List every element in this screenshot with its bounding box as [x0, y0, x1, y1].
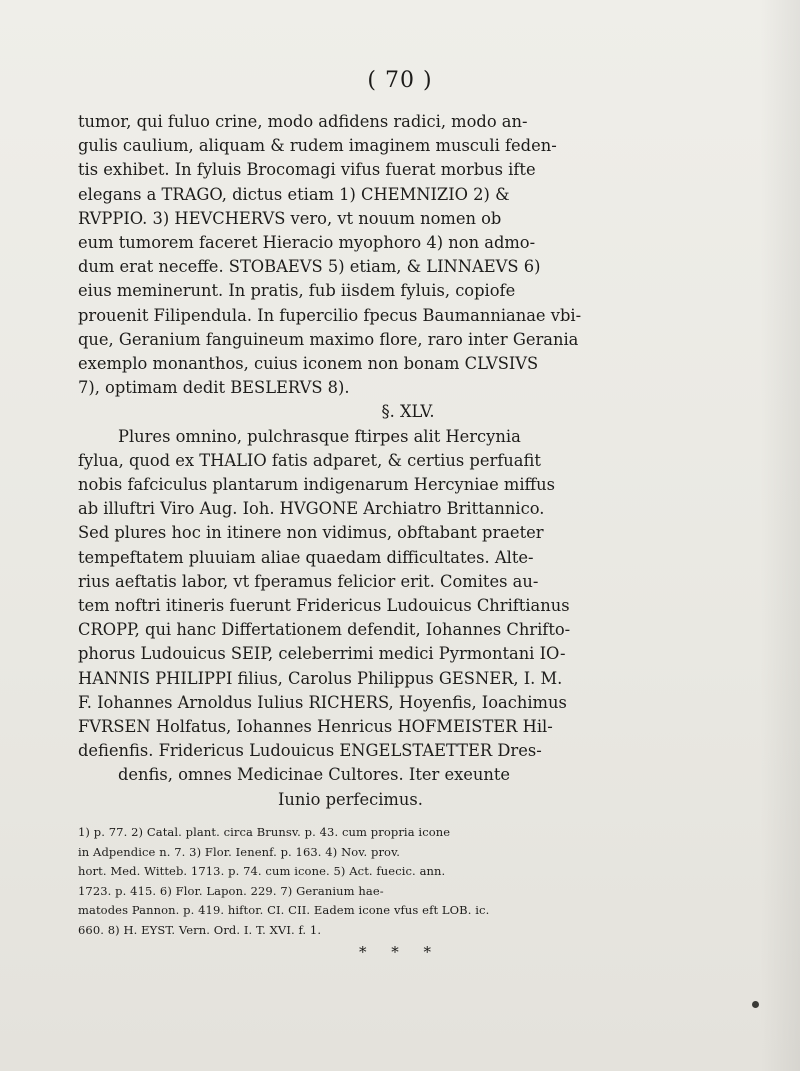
text-line: nobis fafciculus plantarum indigenarum Hercyniae miffus	[78, 475, 555, 495]
page-edge-shadow	[760, 0, 800, 1071]
text-line: phorus Ludouicus SEIP, celeberrimi medici Pyrmontani IO-	[78, 644, 566, 664]
footnote-line: 660. 8) H. EYST. Vern. Ord. I. T. XVI. f. 1.	[78, 922, 322, 937]
text-line: que, Geranium fanguineum maximo flore, raro inter Gerania	[78, 329, 579, 349]
ink-dot	[752, 1001, 759, 1008]
text-line: dum erat neceffe. STOBAEVS 5) etiam, & LINNAEVS 6)	[78, 257, 541, 277]
text-line: Sed plures hoc in itinere non vidimus, obftabant praeter	[78, 523, 544, 543]
text-line: F. Iohannes Arnoldus Iulius RICHERS, Hoyenfis, Ioachimus	[78, 692, 567, 712]
text-line: denfis, omnes Medicinae Cultores. Iter exeunte	[118, 765, 511, 785]
text-line: Iunio perfecimus.	[278, 789, 423, 809]
text-line: HANNIS PHILIPPI filius, Carolus Philippus GESNER, I. M.	[78, 668, 563, 688]
footnote-line: 1) p. 77. 2) Catal. plant. circa Brunsv. p. 43. cum propria icone	[78, 825, 451, 839]
text-line: elegans a TRAGO, dictus etiam 1) CHEMNIZIO 2) &	[78, 184, 510, 204]
text-line: RVPPIO. 3) HEVCHERVS vero, vt nouum nomen ob	[78, 208, 502, 228]
text-line: eius meminerunt. In pratis, fub iisdem fyluis, copiofe	[78, 281, 516, 301]
text-line: defienfis. Fridericus Ludouicus ENGELSTAETTER Dres-	[78, 741, 542, 761]
main-text	[78, 110, 738, 812]
text-line: Plures omnino, pulchrasque ftirpes alit Hercynia	[118, 426, 521, 446]
section-heading: §. XLV.	[381, 402, 435, 422]
text-line: exemplo monanthos, cuius iconem non bonam CLVSIVS	[78, 354, 539, 374]
text-line: gulis caulium, aliquam & rudem imaginem musculi feden-	[78, 136, 557, 156]
text-line: tem noftri itineris fuerunt Fridericus Ludouicus Chriftianus	[78, 596, 570, 616]
page-number: ( 70 )	[367, 68, 433, 93]
text-line: prouenit Filipendula. In fupercilio fpecus Baumannianae vbi-	[78, 305, 582, 325]
text-line: eum tumorem faceret Hieracio myophoro 4) non admo-	[78, 233, 536, 253]
footnote-line: in Adpendice n. 7. 3) Flor. Ienenf. p. 163. 4) Nov. prov.	[78, 844, 401, 859]
text-line: 7), optimam dedit BESLERVS 8).	[78, 378, 350, 398]
text-line: CROPP, qui hanc Differtationem defendit, Iohannes Chrifto-	[78, 620, 571, 640]
ornament: * * *	[358, 943, 442, 961]
text-line: FVRSEN Holfatus, Iohannes Henricus HOFMEISTER Hil-	[78, 717, 553, 737]
footnote-line: hort. Med. Witteb. 1713. p. 74. cum icone. 5) Act. fuecic. ann.	[78, 864, 446, 878]
text-line: fylua, quod ex THALIO fatis adparet, & certius perfuafit	[78, 450, 541, 470]
text-line: rius aeftatis labor, vt fperamus felicior erit. Comites au-	[78, 571, 539, 591]
footnote-line: 1723. p. 415. 6) Flor. Lapon. 229. 7) Geranium hae-	[78, 883, 384, 898]
text-line: ab illuftri Viro Aug. Ioh. HVGONE Archiatro Brittannico.	[78, 499, 545, 519]
footnotes	[78, 823, 748, 940]
text-line: tis exhibet. In fyluis Brocomagi vifus fuerat morbus ifte	[78, 160, 536, 180]
text-line: tumor, qui fuluo crine, modo adfidens radici, modo an-	[78, 112, 528, 131]
footnote-line: matodes Pannon. p. 419. hiftor. CI. CII. Eadem icone vfus eft LOB. ic.	[78, 903, 490, 917]
text-line: tempeftatem pluuiam aliae quaedam difficultates. Alte-	[78, 547, 534, 567]
